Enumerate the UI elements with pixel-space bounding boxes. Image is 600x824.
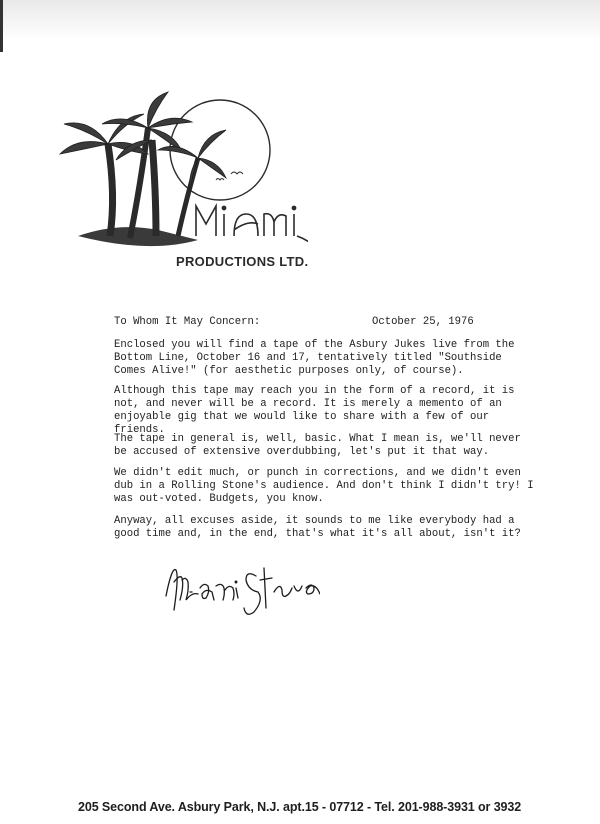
miami-productions-logo bbox=[48, 86, 308, 276]
letterhead-subtitle: PRODUCTIONS LTD. bbox=[176, 254, 309, 269]
letter-paragraph-5: Anyway, all excuses aside, it sounds to me like everybody had a good time and, in the end, that's what it's all about, isn't it? bbox=[114, 515, 521, 540]
letter-date: October 25, 1976 bbox=[372, 316, 474, 328]
handwritten-signature bbox=[160, 552, 320, 630]
letter-paragraph-2: Although this tape may reach you in the form of a record, it is not, and never will be a record. It is merely a memento of an enjoyable gig that we would like to share with a few of our friends. bbox=[114, 385, 515, 436]
letter-paragraph-1: Enclosed you will find a tape of the Asbury Jukes live from the Bottom Line, October 16 and 17, tentatively titled "Southside Comes Alive!" (for aesthetic purposes only, of course). bbox=[114, 339, 515, 377]
letter-paragraph-4: We didn't edit much, or punch in corrections, and we didn't even dub in a Rolling Stone's audience. And don't think I didn't try! I was out-voted. Budgets, you know. bbox=[114, 467, 534, 505]
salutation: To Whom It May Concern: bbox=[114, 316, 261, 328]
letterhead-footer-address: 205 Second Ave. Asbury Park, N.J. apt.15 - 07712 - Tel. 201-988-3931 or 3932 bbox=[78, 800, 522, 814]
letter-paragraph-3: The tape in general is, well, basic. What I mean is, we'll never be accused of extensive overdubbing, let's put it that way. bbox=[114, 433, 521, 458]
